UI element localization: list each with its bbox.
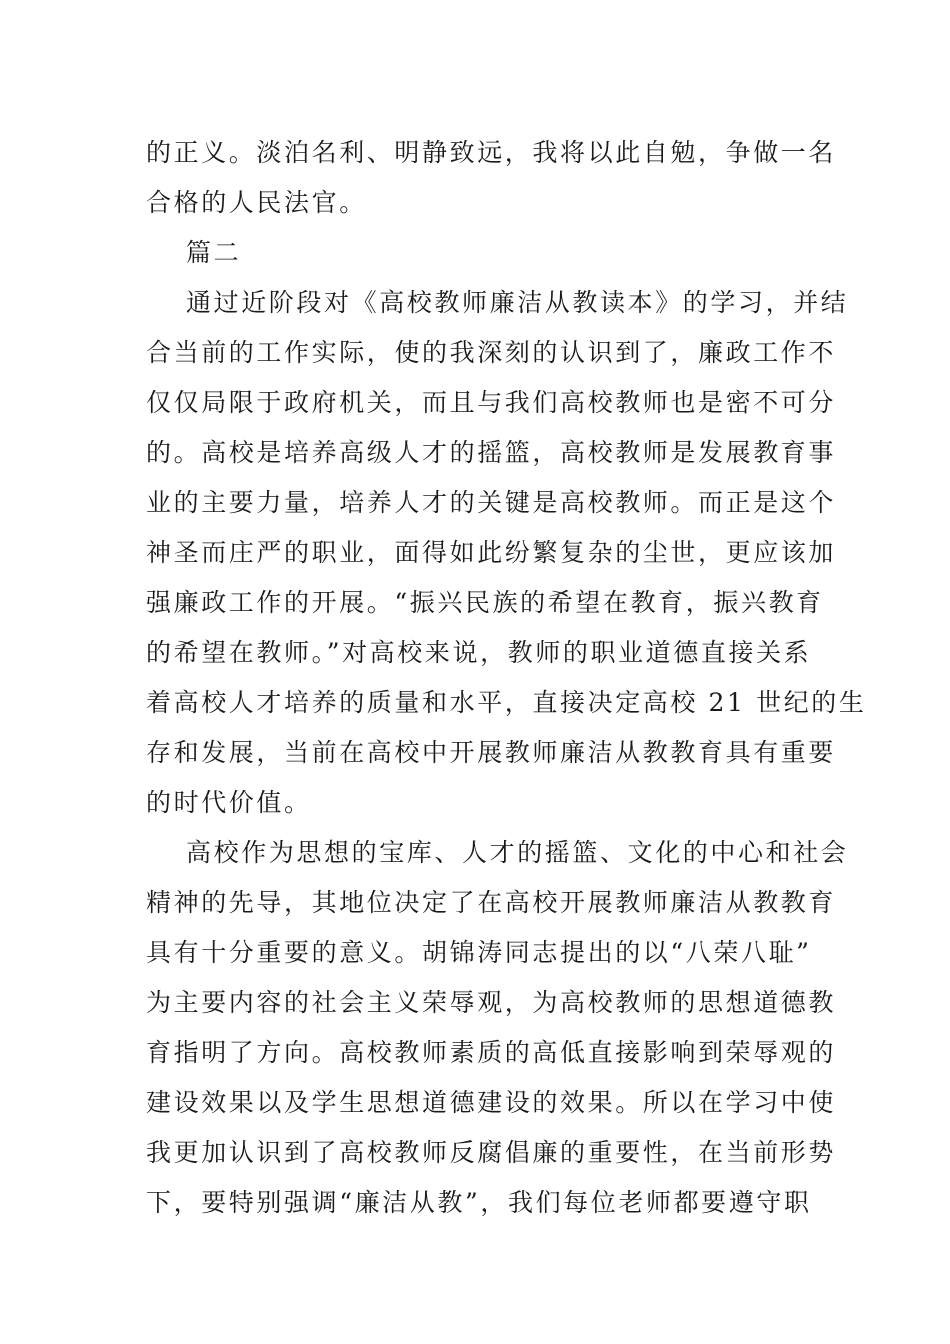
text-line: 我更加认识到了高校教师反腐倡廉的重要性，在当前形势	[146, 1138, 837, 1167]
text-line: 存和发展，当前在高校中开展教师廉洁从教教育具有重要	[146, 738, 837, 767]
text-line: 育指明了方向。高校教师素质的高低直接影响到荣辱观的	[146, 1038, 837, 1067]
text-line: 强廉政工作的开展。“振兴民族的希望在教育，振兴教育	[146, 588, 824, 617]
text-line: 的。高校是培养高级人才的摇篮，高校教师是发展教育事	[146, 438, 837, 467]
section-heading: 篇二	[186, 238, 242, 267]
document-body	[146, 128, 867, 1228]
text-line: 高校作为思想的宝库、人才的摇篮、文化的中心和社会	[186, 838, 849, 867]
text-line: 着高校人才培养的质量和水平，直接决定高校 21 世纪的生	[146, 688, 867, 717]
text-line: 为主要内容的社会主义荣辱观，为高校教师的思想道德教	[146, 988, 837, 1017]
text-line: 通过近阶段对《高校教师廉洁从教读本》的学习，并结	[186, 288, 849, 317]
text-line: 的希望在教师。”对高校来说，教师的职业道德直接关系	[146, 638, 812, 667]
text-line: 下，要特别强调“廉洁从教”，我们每位老师都要遵守职	[146, 1188, 812, 1217]
text-line: 精神的先导，其地位决定了在高校开展教师廉洁从教教育	[146, 888, 837, 917]
text-line: 仅仅局限于政府机关，而且与我们高校教师也是密不可分	[146, 388, 837, 417]
text-line: 神圣而庄严的职业，面得如此纷繁复杂的尘世，更应该加	[146, 538, 837, 567]
text-line: 具有十分重要的意义。胡锦涛同志提出的以“八荣八耻”	[146, 938, 812, 967]
text-line: 的时代价值。	[146, 788, 312, 817]
text-line: 的正义。淡泊名利、明静致远，我将以此自勉，争做一名	[146, 138, 837, 167]
text-line: 业的主要力量，培养人才的关键是高校教师。而正是这个	[146, 488, 837, 517]
text-line: 合格的人民法官。	[146, 188, 367, 217]
text-line: 合当前的工作实际，使的我深刻的认识到了，廉政工作不	[146, 338, 837, 367]
text-line: 建设效果以及学生思想道德建设的效果。所以在学习中使	[146, 1088, 837, 1117]
